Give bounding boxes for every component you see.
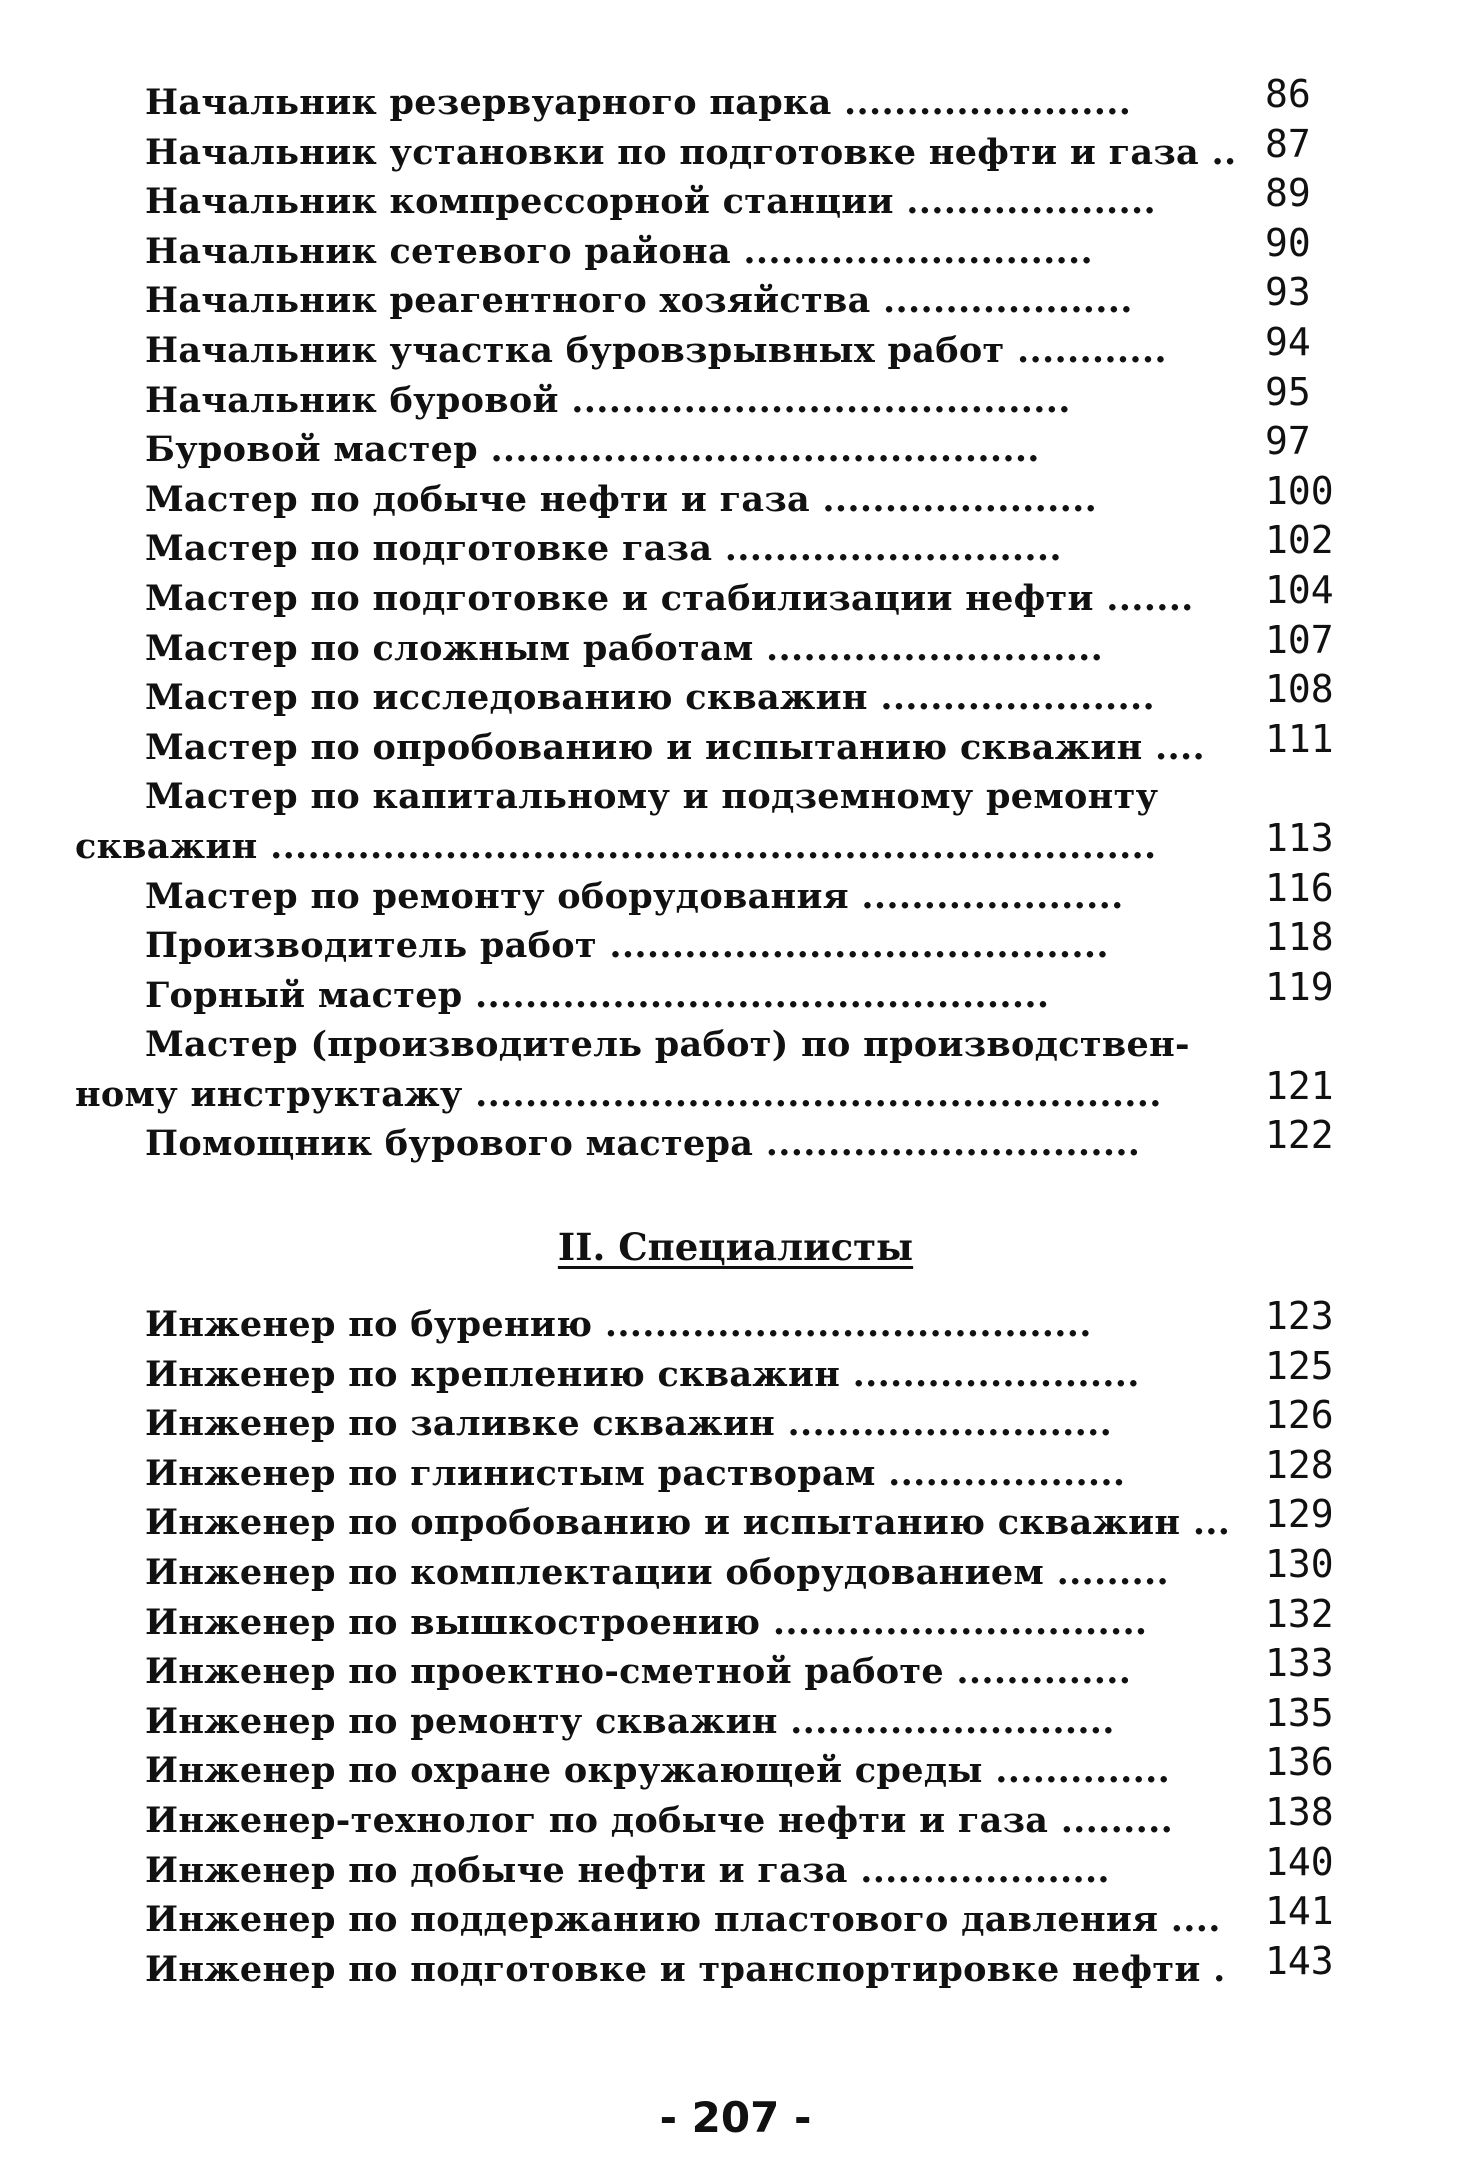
toc-entry (0, 1442, 1471, 1499)
toc-entry-page: 130 (1265, 1541, 1334, 1586)
toc-entry-title: Инженер по заливке скважин .......................... (145, 1403, 1113, 1445)
toc-entry (0, 1740, 1471, 1796)
toc-entry-title: Инженер по бурению ....................................... (145, 1304, 1092, 1345)
toc-entry-title: Инженер по ремонту скважин .......................... (145, 1700, 1115, 1742)
toc-entry-page: 135 (1265, 1690, 1334, 1735)
toc-entry-title: ному инструктажу ....................................................... (75, 1073, 1162, 1115)
toc-entry (0, 964, 1471, 1021)
toc-entry-title: Инженер по подготовке и транспортировке нефти . (145, 1948, 1226, 1990)
toc-entry-page: 102 (1265, 518, 1334, 563)
toc-entry-page: 143 (1265, 1938, 1334, 1983)
toc-entry-page: 118 (1265, 915, 1334, 960)
toc-entry-page: 86 (1265, 72, 1311, 116)
toc-entry-page: 107 (1265, 617, 1334, 662)
toc-list-managers (0, 72, 1471, 1169)
toc-entry-title: Помощник бурового мастера .............................. (145, 1123, 1141, 1165)
toc-entry (0, 1938, 1471, 1995)
toc-entry-page: 133 (1265, 1641, 1334, 1686)
toc-entry-title: Начальник реагентного хозяйства .................... (145, 280, 1133, 322)
toc-entry-title: Начальник буровой ........................................ (145, 379, 1071, 421)
toc-entry-title: Мастер по исследованию скважин ...................... (145, 677, 1155, 719)
toc-entry-title: Горный мастер .............................................. (145, 974, 1050, 1016)
toc-entry (0, 1063, 1471, 1120)
toc-entry-title: Инженер по поддержанию пластового давления .... (145, 1899, 1221, 1941)
toc-entry-title: Инженер по добыче нефти и газа .................... (145, 1849, 1110, 1891)
toc-entry (0, 468, 1471, 525)
toc-entry (0, 772, 1471, 822)
toc-entry (0, 815, 1471, 872)
page-number: - 207 - (659, 2093, 812, 2142)
toc-entry-page: 121 (1265, 1063, 1334, 1108)
toc-entry (0, 1591, 1471, 1648)
toc-entry (0, 1020, 1471, 1070)
toc-entry-title: Начальник участка буровзрывных работ ............ (145, 329, 1167, 371)
toc-entry-page: 122 (1265, 1113, 1334, 1158)
toc-entry (0, 667, 1471, 723)
toc-entry-page: 132 (1265, 1591, 1334, 1636)
toc-entry-page: 113 (1265, 815, 1334, 860)
toc-entry-title: Инженер по вышкостроению .............................. (145, 1601, 1148, 1643)
toc-entry (0, 121, 1471, 178)
toc-entry-title: Начальник компрессорной станции .................... (145, 181, 1156, 223)
toc-entry (0, 1789, 1471, 1846)
toc-entry-page: 93 (1265, 270, 1311, 315)
toc-entry (0, 270, 1471, 326)
toc-entry-title: Мастер по добыче нефти и газа ...................... (145, 478, 1098, 520)
toc-entry (0, 1294, 1471, 1350)
toc-entry (0, 319, 1471, 376)
toc-entry-title: Буровой мастер ............................................ (145, 429, 1040, 471)
toc-entry-page: 108 (1265, 667, 1334, 712)
toc-entry-page: 140 (1265, 1839, 1334, 1884)
toc-entry (0, 865, 1471, 922)
toc-entry-title: Инженер по опробованию и испытанию скважин ... (145, 1502, 1231, 1544)
toc-entry (0, 1492, 1471, 1548)
toc-entry-title: Инженер по комплектации оборудованием ......... (145, 1551, 1169, 1593)
toc-entry-page: 141 (1265, 1889, 1334, 1934)
toc-entry-title: Мастер (производитель работ) по производствен- (145, 1024, 1190, 1066)
toc-entry-page: 125 (1265, 1343, 1334, 1388)
toc-entry-title: Инженер по глинистым растворам ................... (145, 1452, 1126, 1494)
toc-entry-title: Мастер по ремонту оборудования ..................... (145, 875, 1124, 917)
toc-entry-title: Инженер по проектно-сметной работе .............. (145, 1651, 1132, 1693)
toc-entry-title: Производитель работ ........................................ (145, 925, 1109, 967)
toc-entry-page: 136 (1265, 1740, 1334, 1785)
toc-entry-page: 128 (1265, 1442, 1334, 1487)
toc-entry (0, 716, 1471, 773)
toc-entry-page: 87 (1265, 121, 1311, 166)
toc-entry-page: 126 (1265, 1393, 1334, 1438)
toc-entry-page: 111 (1265, 716, 1334, 761)
toc-entry (0, 1393, 1471, 1449)
toc-entry (0, 1343, 1471, 1400)
toc-entry (0, 617, 1471, 674)
toc-entry (0, 1113, 1471, 1169)
toc-entry (0, 1690, 1471, 1747)
section-title-text: II. Специалисты (557, 1225, 914, 1269)
toc-entry-page: 123 (1265, 1294, 1334, 1338)
toc-entry-title: скважин ....................................................................... (75, 825, 1157, 867)
toc-entry (0, 915, 1471, 971)
toc-list-specialists (0, 1294, 1471, 1994)
toc-entry-page: 138 (1265, 1789, 1334, 1834)
toc-entry (0, 1889, 1471, 1945)
toc-entry (0, 171, 1471, 227)
toc-entry (0, 369, 1471, 426)
toc-entry-title: Начальник сетевого района ............................ (145, 230, 1094, 272)
toc-entry-page: 90 (1265, 220, 1311, 265)
toc-entry-page: 119 (1265, 964, 1334, 1009)
toc-entry-page: 95 (1265, 369, 1311, 414)
toc-entry-page: 100 (1265, 468, 1334, 513)
toc-entry-title: Мастер по капитальному и подземному ремонту (145, 776, 1159, 818)
section-title (0, 1222, 1471, 1272)
toc-entry-title: Мастер по сложным работам ........................... (145, 627, 1104, 669)
toc-entry-page: 97 (1265, 419, 1311, 464)
toc-entry-title: Инженер-технолог по добыче нефти и газа ......... (145, 1799, 1174, 1841)
toc-entry (0, 220, 1471, 277)
toc-entry (0, 518, 1471, 574)
toc-entry (0, 567, 1471, 624)
toc-entry (0, 419, 1471, 475)
toc-entry-page: 104 (1265, 567, 1334, 612)
toc-entry-title: Начальник установки по подготовке нефти и газа .. (145, 131, 1237, 173)
toc-entry (0, 1641, 1471, 1697)
toc-entry-page: 94 (1265, 319, 1311, 364)
toc-entry-title: Инженер по креплению скважин ....................... (145, 1353, 1140, 1395)
toc-entry (0, 1839, 1471, 1896)
toc-entry-title: Мастер по опробованию и испытанию скважин .... (145, 726, 1205, 768)
toc-entry-page: 129 (1265, 1492, 1334, 1537)
toc-entry-title: Мастер по подготовке и стабилизации нефти ....... (145, 577, 1194, 619)
toc-entry (0, 72, 1471, 128)
toc-entry-title: Мастер по подготовке газа ........................... (145, 528, 1062, 570)
toc-entry-title: Инженер по охране окружающей среды .............. (145, 1750, 1171, 1792)
toc-entry-page: 89 (1265, 171, 1311, 216)
toc-entry (0, 1541, 1471, 1598)
toc-entry-title: Начальник резервуарного парка ....................... (145, 82, 1132, 123)
toc-entry-page: 116 (1265, 865, 1334, 910)
